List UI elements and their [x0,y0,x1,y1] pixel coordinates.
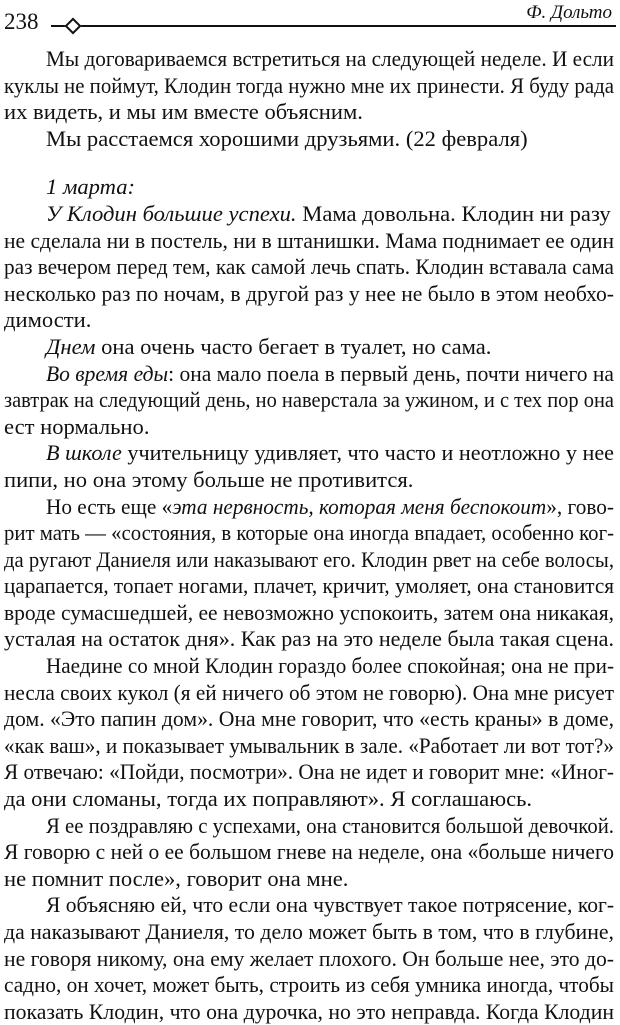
text-line: несла своих кукол (я ей ничего об этом не говорю). Она мне рисует [4,679,614,705]
paragraph [4,813,614,893]
text-line [4,361,614,388]
text-line: несколько раз по ночам, в другой раз у нее не было в этом необхо- [4,280,614,306]
text-line: Я объясняю ей, что если она чувствует такое потрясение, ког- [46,892,614,918]
italic-lead: В школе [46,440,122,466]
text-line: раз вечером перед тем, как самой лечь спать. Клодин вставала сама [4,254,614,280]
paragraph [4,46,614,126]
text-line: Мы расстаемся хорошими друзьями. (22 февраля) [46,125,528,151]
paragraph [4,334,614,361]
paragraph [4,892,614,1025]
paragraph [4,126,614,153]
running-head-author: Ф. Дольто [520,2,612,24]
paragraph [4,653,614,813]
diamond-ornament-icon [65,18,82,35]
date-heading-text: 1 марта: [46,174,136,200]
text-run: », гово- [546,493,614,519]
text-line: не сделала ни в постель, ни в штанишки. Мама поднимает ее один [4,227,614,253]
text-line: усталая на остаток дня». Как раз на это неделе была такая сцена. [4,626,614,652]
text-line: да ругают Даниеля или наказывают его. Клодин рвет на себе волосы, [4,546,614,572]
text-line: не говоря никому, она ему желает плохого. Он больше нее, это до- [4,945,614,971]
text-line: пипи, но она этому больше не противится. [4,466,414,492]
italic-lead: Днем [46,333,96,359]
text-line: не помнит после», говорит она мне. [4,865,349,891]
paragraph [4,440,614,493]
text-run: она очень часто бегает в туалет, но сама. [95,333,492,359]
text-line: Я говорю с ней о ее большом гневе на неделе, она «больше ничего [4,839,614,865]
italic-lead: У Клодин большие успехи. [46,200,297,226]
text-line [4,494,614,521]
text-line: царапается, топает ногами, плачет, кричит, умоляет, она становится [4,573,614,599]
text-line: димости. [4,307,92,333]
text-line: завтрак на следующий день, но наверстала за ужином, и с тех пор она [4,387,614,413]
text-line: садно, он хочет, может быть, строить из себя умника иногда, чтобы [4,972,614,998]
body-text [4,46,614,1025]
text-run: Мама довольна. Клодин ни разу [296,200,611,226]
header-rule [51,25,616,27]
text-line: да они сломаны, тогда их поправляют». Я соглашаюсь. [4,786,533,812]
text-line: Мы договариваемся встретиться на следующей неделе. И если [46,46,614,71]
text-run: : она мало поела в первый день, почти ничего на [168,360,614,386]
text-run: учительницу удивляет, что часто и неотложно у нее [121,440,614,466]
text-line [4,334,614,361]
paragraph [4,201,614,334]
text-line [4,201,614,228]
italic-quote: эта нервность, которая меня беспокоит [172,493,547,519]
text-line: да наказывают Даниеля, то дело может быть в том, что в глубине, [4,919,614,944]
text-line [4,440,614,467]
text-line: Наедине со мной Клодин гораздо более спокойная; она не при- [46,653,614,679]
text-line: показать Клодин, что она дурочка, но это неправда. Когда Клодин [4,998,614,1024]
text-line: вроде сумасшедшей, ее невозможно успокоить, затем она никакая, [4,599,614,625]
text-line: рит мать — «состояния, в которые она иногда впадает, особенно ког- [4,520,614,546]
text-line: «как ваш», и показывает умывальник в зале. «Работает ли вот тот?» [4,732,614,758]
paragraph [4,494,614,654]
date-heading [4,174,614,201]
text-line: Я отвечаю: «Пойди, посмотри». Она не идет и говорит мне: «Иног- [4,759,614,785]
text-run: Но есть еще « [46,493,173,519]
page-header [4,2,614,42]
page-number: 238 [4,9,39,34]
text-line: Я ее поздравляю с успехами, она становится большой девочкой. [46,812,614,838]
text-line: куклы не поймут, Клодин тогда нужно мне их принести. Я буду рада [4,72,614,98]
text-line: дом. «Это папин дом». Она мне говорит, что «есть краны» в доме, [4,706,614,732]
text-line: ест нормально. [4,413,150,439]
text-line: их видеть, и мы им вместе объясним. [4,99,363,125]
paragraph [4,361,614,441]
italic-lead: Во время еды [46,360,169,386]
section-gap [4,152,614,174]
